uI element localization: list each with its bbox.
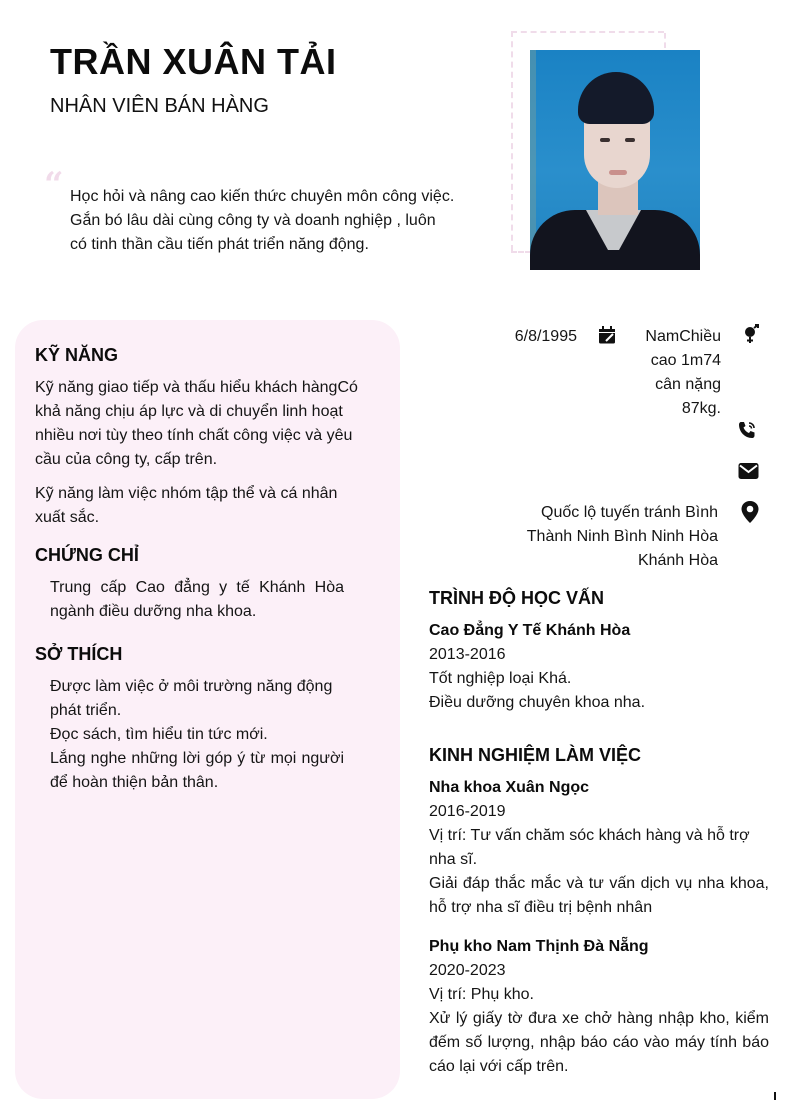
gender-line: NamChiều [645,328,721,345]
gender-icon [740,323,762,345]
hobby-item: Lắng nghe những lời góp ý từ mọi người để hoàn thiện bản thân. [50,750,344,791]
quote-icon: “ [44,165,64,205]
job-position: Vị trí: Phụ kho. [429,986,534,1003]
portrait-photo [530,50,700,270]
hobby-item: Được làm việc ở môi trường năng động phát triển. [50,678,333,719]
address-line: Quốc lộ tuyến tránh Bình [541,504,718,521]
hobby-item: Đọc sách, tìm hiểu tin tức mới. [50,726,268,743]
calendar-icon [596,324,618,346]
job-period: 2016-2019 [429,803,506,820]
address [490,501,718,573]
skill-item: Kỹ năng làm việc nhóm tập thể và cá nhân xuất sắc. [35,485,338,526]
job-company: Nha khoa Xuân Ngọc [429,779,590,796]
skills-title: KỸ NĂNG [35,345,119,365]
skill-item: Kỹ năng giao tiếp và thấu hiểu khách hàngCó khả năng chịu áp lực và di chuyển linh hoạt nhiều nơi tùy theo tính chất công việc và yêu cầu của công ty, cấp trên. [35,379,358,468]
candidate-name: TRẦN XUÂN TẢI [50,41,337,82]
school-name: Cao Đẳng Y Tế Khánh Hòa [429,622,631,639]
experience-title: KINH NGHIỆM LÀM VIỆC [429,745,642,765]
hobbies-title: SỞ THÍCH [35,644,123,664]
phone-icon[interactable] [736,419,758,441]
address-line: Thành Ninh Bình Ninh Hòa [526,528,718,545]
certificate-text: Trung cấp Cao đẳng y tế Khánh Hòa ngành điều dưỡng nha khoa. [50,579,344,620]
job-description: Giải đáp thắc mắc và tư vấn dịch vụ nha khoa, hỗ trợ nha sĩ điều trị bệnh nhân [429,875,769,916]
height-line: cao 1m74 [650,352,721,369]
job-position: Vị trí: Tư vấn chăm sóc khách hàng và hỗ trợ nha sĩ. [429,827,750,868]
job-description: Xử lý giấy tờ đưa xe chở hàng nhập kho, kiểm đếm số lượng, nhập báo cáo vào máy tính báo cáo lại với cấp trên. [429,1010,769,1075]
weight-label-line: cân nặng [655,376,721,393]
envelope-icon[interactable] [737,460,759,482]
weight-line: 87kg. [681,400,721,417]
certificates-title: CHỨNG CHỈ [35,545,139,565]
personal-details [620,325,721,421]
map-pin-icon [739,501,761,523]
birthday: 6/8/1995 [514,328,577,345]
education-period: 2013-2016 [429,646,506,663]
candidate-role: NHÂN VIÊN BÁN HÀNG [50,95,269,117]
job-company: Phụ kho Nam Thịnh Đà Nẵng [429,938,649,955]
text-cursor [774,1092,776,1100]
career-objective: Học hỏi và nâng cao kiến thức chuyên môn công việc. Gắn bó lâu dài cùng công ty và doanh nghiệp , luôn có tinh thần cầu tiến phát triển năng động. [70,188,455,253]
address-line: Khánh Hòa [637,552,718,569]
education-detail: Tốt nghiệp loại Khá. [429,670,572,687]
education-title: TRÌNH ĐỘ HỌC VẤN [429,588,604,608]
education-detail: Điều dưỡng chuyên khoa nha. [429,694,646,711]
job-period: 2020-2023 [429,962,506,979]
